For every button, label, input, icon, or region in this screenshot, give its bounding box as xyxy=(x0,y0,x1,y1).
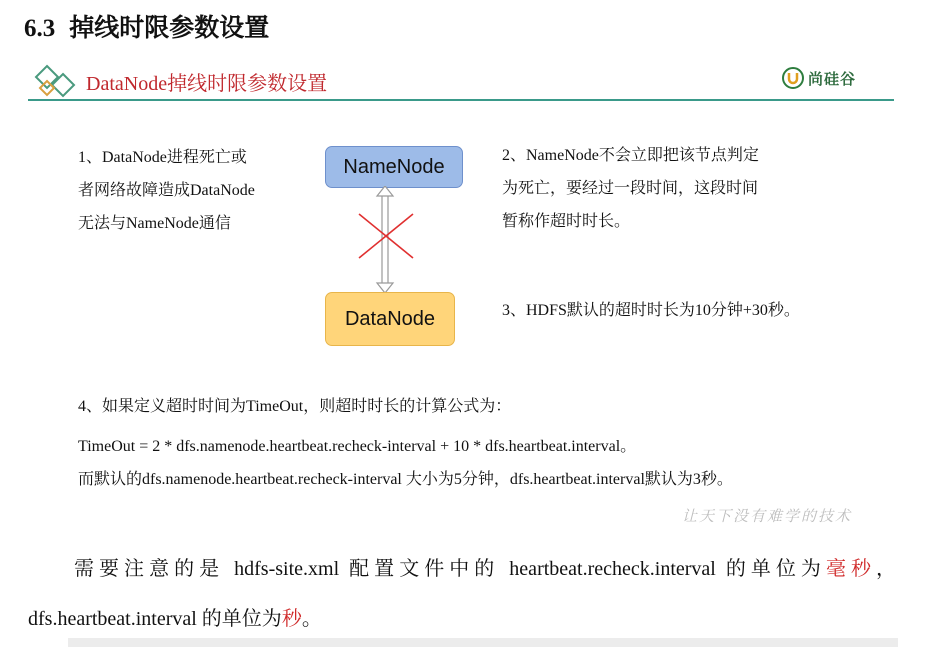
diamond-logo-icon xyxy=(34,62,78,102)
note-2-line: 暂称作超时时长。 xyxy=(502,213,631,230)
paragraph-2-end: 。 xyxy=(301,608,322,630)
brand-name: 尚硅谷 xyxy=(808,69,857,88)
note-4: 4、如果定义超时时间为TimeOut，则超时时长的计算公式为： xyxy=(78,398,512,415)
brand-u-icon xyxy=(782,67,804,89)
unit-highlight: 秒 xyxy=(281,608,302,630)
paragraph-1-text: 需要注意的是 hdfs-site.xml 配置文件中的 heartbeat.recheck.interval 的单位为 xyxy=(74,558,826,580)
slide-title-rule xyxy=(28,99,894,101)
timeout-formula: TimeOut = 2 * dfs.namenode.heartbeat.recheck-interval + 10 * dfs.heartbeat.interval。 xyxy=(78,438,637,455)
paragraph-2 xyxy=(28,602,322,631)
paragraph-2-text: dfs.heartbeat.interval 的单位为 xyxy=(28,608,282,630)
section-heading xyxy=(24,8,269,44)
code-block xyxy=(68,638,898,647)
note-1-line: 无法与NameNode通信 xyxy=(78,215,231,232)
unit-highlight: 毫秒 xyxy=(825,558,876,580)
datanode-box: DataNode xyxy=(325,292,455,346)
note-1-line: 1、DataNode进程死亡或 xyxy=(78,149,247,166)
section-number: 6.3 xyxy=(24,15,56,42)
note-2-line: 2、NameNode不会立即把该节点判定 xyxy=(502,147,759,164)
brand-logo xyxy=(782,67,856,89)
note-1 xyxy=(78,141,255,240)
note-2 xyxy=(502,139,759,238)
slogan: 让天下没有难学的技术 xyxy=(682,509,853,525)
paragraph-1-end: ， xyxy=(876,558,896,580)
slide-title: DataNode掉线时限参数设置 xyxy=(86,73,328,95)
broken-link-cross-icon xyxy=(355,186,419,294)
namenode-box: NameNode xyxy=(325,146,463,188)
note-1-line: 者网络故障造成DataNode xyxy=(78,182,255,199)
note-2-line: 为死亡，要经过一段时间，这段时间 xyxy=(502,180,759,197)
paragraph-1 xyxy=(74,552,896,581)
note-3: 3、HDFS默认的超时时长为10分钟+30秒。 xyxy=(502,302,800,319)
default-values: 而默认的dfs.namenode.heartbeat.recheck-interval 大小为5分钟，dfs.heartbeat.interval默认为3秒。 xyxy=(78,471,733,488)
section-title: 掉线时限参数设置 xyxy=(69,15,270,42)
